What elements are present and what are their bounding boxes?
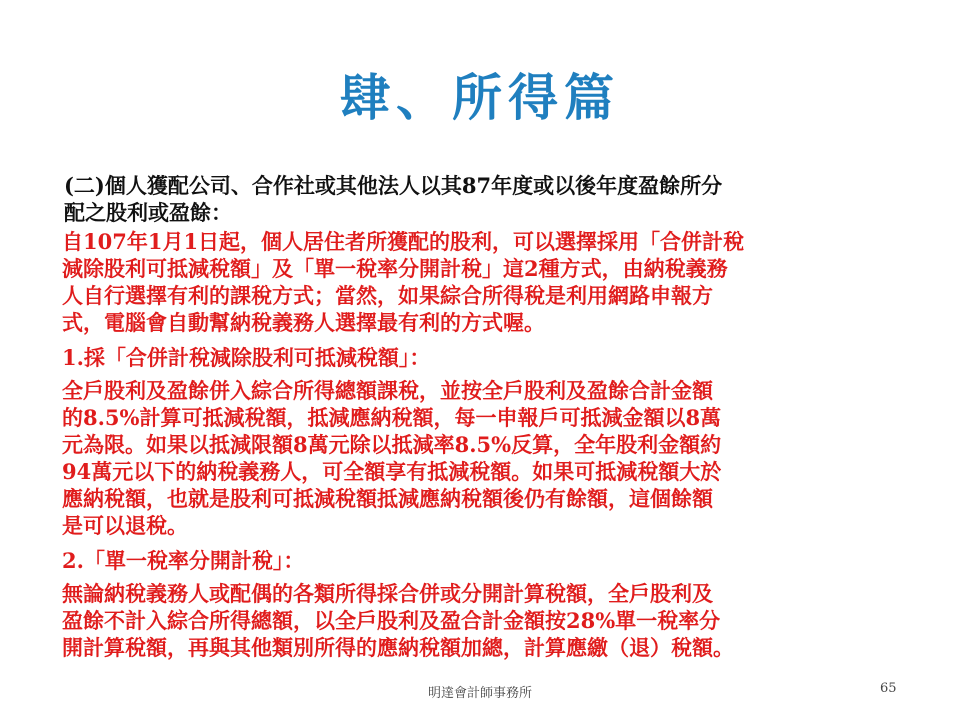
option2-line: 開計算稅額，再與其他類別所得的應納稅額加總，計算應繳（退）稅額。 xyxy=(62,635,734,660)
option1-line: 的8.5%計算可抵減稅額，抵減應納稅額，每一申報戶可抵減金額以8萬 xyxy=(62,405,722,430)
section-heading-line: 配之股利或盈餘： xyxy=(64,200,232,225)
option1-line: 元為限。如果以抵減限額8萬元除以抵減率8.5%反算，全年股利金額約 xyxy=(62,432,722,457)
intro-line: 人自行選擇有利的課稅方式；當然，如果綜合所得稅是利用網路申報方 xyxy=(62,283,713,308)
footer-organization: 明達會計師事務所 xyxy=(427,686,532,701)
section-heading-line: (二)個人獲配公司、合作社或其他法人以其87年度或以後年度盈餘所分 xyxy=(64,173,723,198)
option2-paragraph xyxy=(62,580,910,661)
option1-line: 應納稅額，也就是股利可抵減稅額抵減應納稅額後仍有餘額，這個餘額 xyxy=(62,486,713,511)
page-number: 65 xyxy=(880,681,897,696)
option1-paragraph xyxy=(62,377,910,539)
option1-title: 1.採「合併計稅減除股利可抵減稅額」： xyxy=(62,345,431,370)
option2-line: 盈餘不計入綜合所得總額，以全戶股利及盈合計金額按28%單一稅率分 xyxy=(62,608,721,633)
option2-line: 無論納稅義務人或配偶的各類所得採合併或分開計算稅額，全戶股利及 xyxy=(62,581,713,606)
intro-line: 式，電腦會自動幫納稅義務人選擇最有利的方式喔。 xyxy=(62,310,545,335)
section-heading xyxy=(62,172,910,226)
intro-line: 自107年1月1日起，個人居住者所獲配的股利，可以選擇採用「合併計稅 xyxy=(62,229,745,254)
intro-line: 減除股利可抵減稅額」及「單一稅率分開計稅」這2種方式，由納稅義務 xyxy=(62,256,728,281)
option1-line: 全戶股利及盈餘併入綜合所得總額課稅，並按全戶股利及盈餘合計金額 xyxy=(62,378,713,403)
option1-line: 是可以退稅。 xyxy=(62,513,188,538)
intro-paragraph xyxy=(62,228,910,336)
option2-title: 2.「單一稅率分開計稅」： xyxy=(62,548,305,573)
option1-line: 94萬元以下的納稅義務人，可全額享有抵減稅額。如果可抵減稅額大於 xyxy=(62,459,722,484)
slide-content xyxy=(62,172,910,661)
slide-title: 肆、所得篇 xyxy=(340,68,620,127)
